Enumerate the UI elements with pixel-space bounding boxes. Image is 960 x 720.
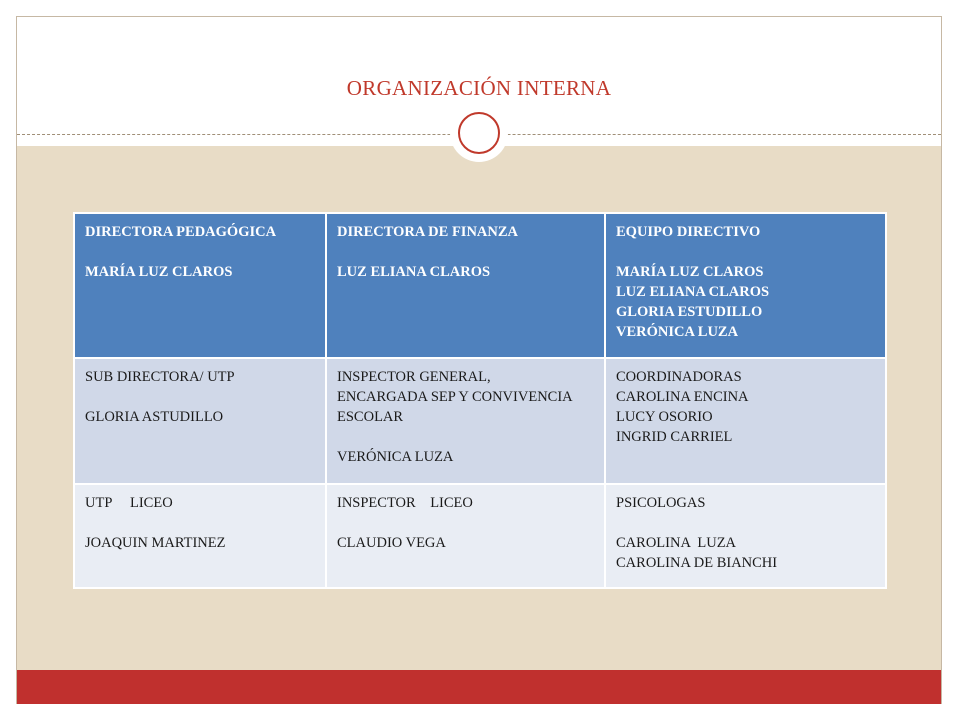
cell-role: ENCARGADA SEP Y CONVIVENCIA	[337, 389, 573, 405]
footer-bar	[17, 670, 941, 704]
cell-name: GLORIA ASTUDILLO	[85, 409, 224, 425]
cell-role: ESCOLAR	[337, 409, 404, 425]
table-cell	[326, 484, 605, 588]
cell-name: LUZ ELIANA CLAROS	[337, 264, 491, 280]
cell-name: VERÓNICA LUZA	[616, 324, 739, 340]
table-cell	[74, 213, 326, 358]
table-row	[74, 358, 886, 484]
cell-role: PSICOLOGAS	[616, 495, 706, 511]
table-row	[74, 213, 886, 358]
cell-name: GLORIA ESTUDILLO	[616, 304, 763, 320]
table-cell	[605, 358, 886, 484]
cell-role: COORDINADORAS	[616, 369, 742, 385]
cell-role: INSPECTOR LICEO	[337, 495, 473, 511]
cell-name: VERÓNICA LUZA	[337, 449, 454, 465]
ornament-ring-icon	[458, 112, 500, 154]
slide-title: ORGANIZACIÓN INTERNA	[346, 76, 612, 100]
cell-role: EQUIPO DIRECTIVO	[616, 224, 761, 240]
cell-name: CAROLINA LUZA	[616, 535, 737, 551]
cell-role: INSPECTOR GENERAL,	[337, 369, 491, 385]
table-cell	[74, 484, 326, 588]
cell-name: MARÍA LUZ CLAROS	[85, 264, 233, 280]
organization-table	[73, 212, 887, 589]
cell-name: CAROLINA DE BIANCHI	[616, 555, 778, 571]
cell-role: DIRECTORA DE FINANZA	[337, 224, 519, 240]
table-cell	[605, 213, 886, 358]
cell-name: CLAUDIO VEGA	[337, 535, 446, 551]
cell-name: CAROLINA ENCINA	[616, 389, 749, 405]
table-row	[74, 484, 886, 588]
cell-name: LUCY OSORIO	[616, 409, 713, 425]
table-cell	[605, 484, 886, 588]
cell-name: MARÍA LUZ CLAROS	[616, 264, 764, 280]
table-cell	[326, 213, 605, 358]
cell-name: LUZ ELIANA CLAROS	[616, 284, 770, 300]
table-cell	[74, 358, 326, 484]
cell-role: SUB DIRECTORA/ UTP	[85, 369, 235, 385]
cell-name: INGRID CARRIEL	[616, 429, 733, 445]
cell-role: DIRECTORA PEDAGÓGICA	[85, 224, 277, 240]
cell-name: JOAQUIN MARTINEZ	[85, 535, 226, 551]
cell-role: UTP LICEO	[85, 495, 173, 511]
table-cell	[326, 358, 605, 484]
